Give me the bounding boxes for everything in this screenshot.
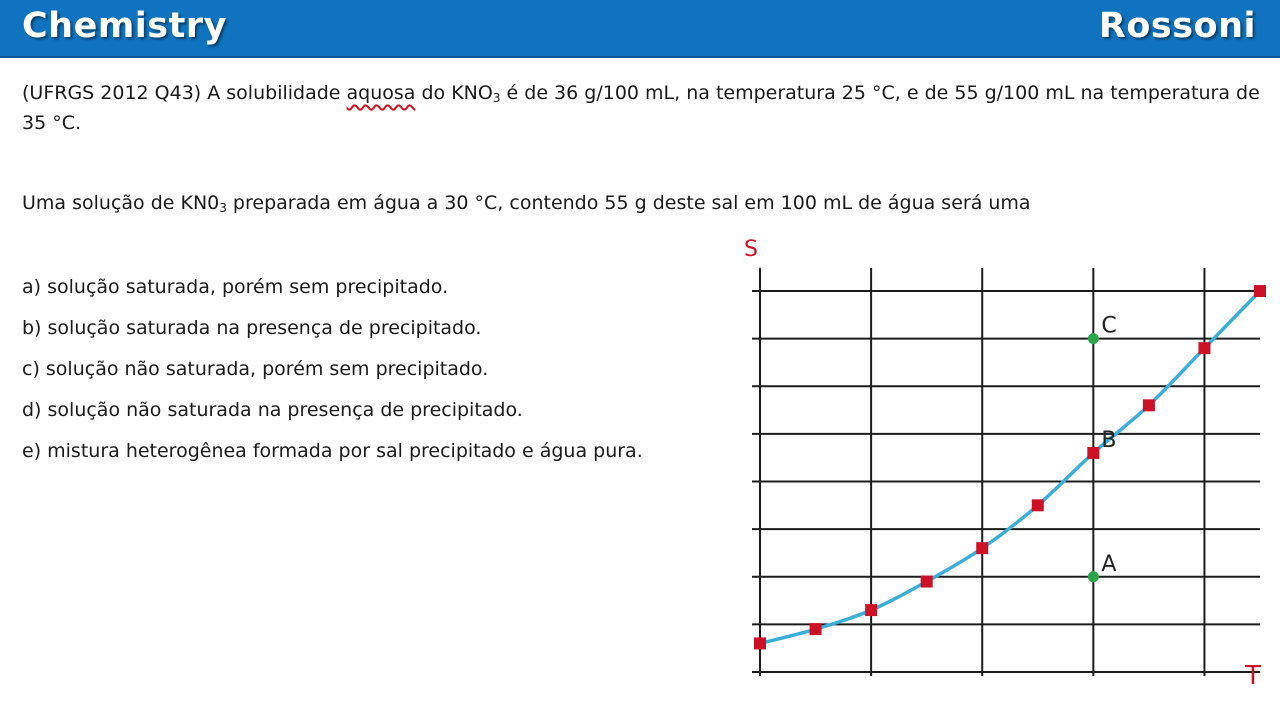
- x-axis-label: T: [1245, 661, 1261, 691]
- point-a-marker: [1088, 571, 1099, 582]
- data-point: [921, 576, 933, 588]
- question-rest: é de 36 g/100 mL, na temperatura 25 °C, e de 55 g/100 mL na temperatura de 35 °C.: [22, 82, 1260, 134]
- subscript: 3: [492, 91, 501, 105]
- solubility-chart: [740, 232, 1270, 692]
- answer-options: [22, 272, 702, 477]
- data-point: [1087, 447, 1099, 459]
- option-b[interactable]: b) solução saturada na presença de precipitado.: [22, 317, 482, 339]
- data-point: [1143, 399, 1155, 411]
- option-d[interactable]: d) solução não saturada na presença de precipitado.: [22, 399, 523, 421]
- data-point: [976, 542, 988, 554]
- statement-rest: preparada em água a 30 °C, contendo 55 g deste sal em 100 mL de água será uma: [226, 192, 1031, 214]
- subject-title: Chemistry: [22, 6, 227, 46]
- point-c-label: C: [1101, 313, 1117, 339]
- option-e[interactable]: e) mistura heterogênea formada por sal precipitado e água pura.: [22, 440, 643, 462]
- data-point: [754, 637, 766, 649]
- data-point: [1032, 499, 1044, 511]
- data-point: [1254, 285, 1266, 297]
- underlined-word: aquosa: [346, 82, 416, 104]
- solubility-curve: [760, 291, 1260, 643]
- statement-text: [22, 188, 1262, 218]
- y-axis-label: S: [744, 237, 758, 262]
- data-point: [865, 604, 877, 616]
- statement-prefix: Uma solução de KN0: [22, 192, 220, 214]
- question-prefix: (UFRGS 2012 Q43) A solubilidade: [22, 82, 347, 104]
- data-point: [1198, 342, 1210, 354]
- title-bar: [0, 0, 1280, 58]
- point-c-marker: [1088, 333, 1099, 344]
- question-text: [22, 78, 1262, 138]
- question-compound: do KNO: [415, 82, 493, 104]
- data-point: [810, 623, 822, 635]
- option-a[interactable]: a) solução saturada, porém sem precipitado.: [22, 276, 449, 298]
- teacher-name: Rossoni: [1098, 6, 1256, 46]
- option-c[interactable]: c) solução não saturada, porém sem precipitado.: [22, 358, 489, 380]
- subscript: 3: [219, 201, 227, 215]
- point-a-label: A: [1101, 551, 1117, 577]
- point-b-label: B: [1101, 427, 1117, 453]
